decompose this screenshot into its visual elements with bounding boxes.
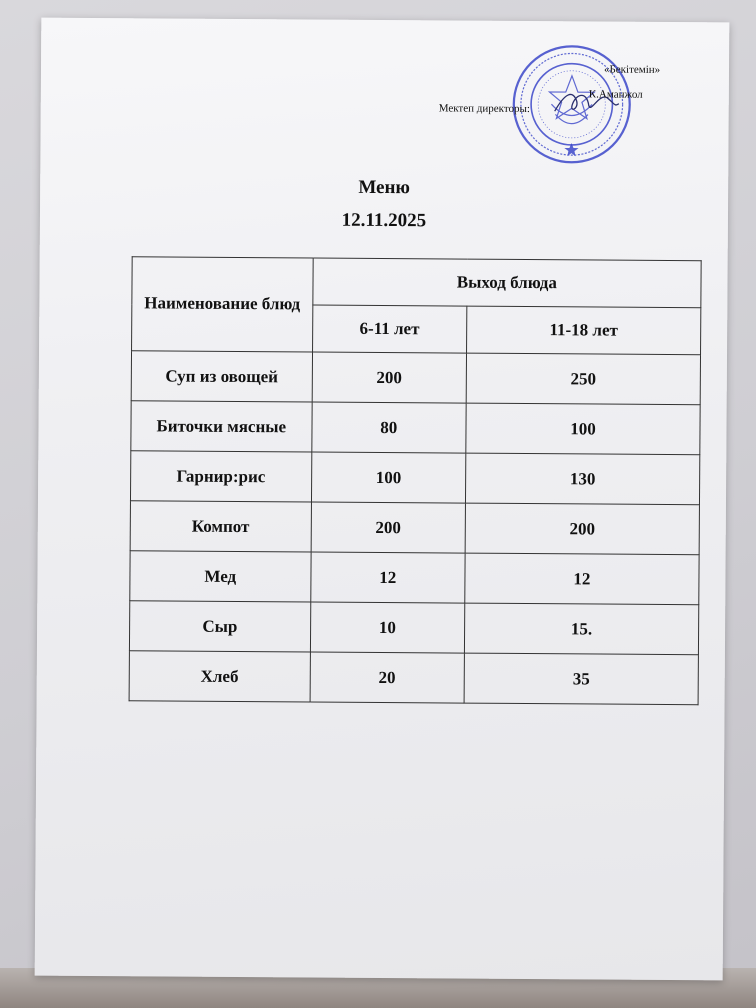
dish-name: Мед [130,551,311,602]
table-row [131,401,700,455]
portion-11-18: 15. [464,603,698,655]
dish-name: Суп из овощей [131,351,312,402]
portion-6-11: 80 [311,402,466,453]
header-output: Выход блюда [313,258,702,308]
header-age-11-18: 11-18 лет [467,306,701,355]
portion-6-11: 200 [311,502,466,553]
approval-label: «Бекітемін» [603,63,661,76]
dish-name: Биточки мясные [131,401,312,452]
portion-11-18: 100 [466,403,700,455]
portion-6-11: 100 [311,452,466,503]
portion-11-18: 12 [465,553,699,605]
portion-11-18: 130 [465,453,699,505]
table-row [130,551,699,605]
portion-11-18: 200 [465,503,699,555]
director-label: Мектеп директоры: [438,102,530,116]
dish-name: Гарнир:рис [130,451,311,502]
signer-name: К.Аманжол [588,88,643,101]
table-row [129,601,698,655]
table-row [129,651,698,705]
portion-11-18: 250 [466,353,700,405]
table-row [130,501,699,555]
portion-6-11: 12 [310,552,465,603]
dish-name: Компот [130,501,311,552]
header-age-6-11: 6-11 лет [312,305,467,353]
paper-sheet [35,18,730,981]
dish-name: Сыр [129,601,310,652]
portion-6-11: 200 [312,352,467,403]
dish-name: Хлеб [129,651,310,702]
table-header-row [132,257,701,308]
portion-11-18: 35 [464,653,698,705]
portion-6-11: 10 [310,602,465,653]
menu-table [129,256,702,705]
portion-6-11: 20 [310,652,465,703]
header-dish-name: Наименование блюд [132,257,313,352]
document-date: 12.11.2025 [341,209,427,232]
table-row [131,351,700,405]
document-title: Меню [358,176,411,199]
table-row [130,451,699,505]
